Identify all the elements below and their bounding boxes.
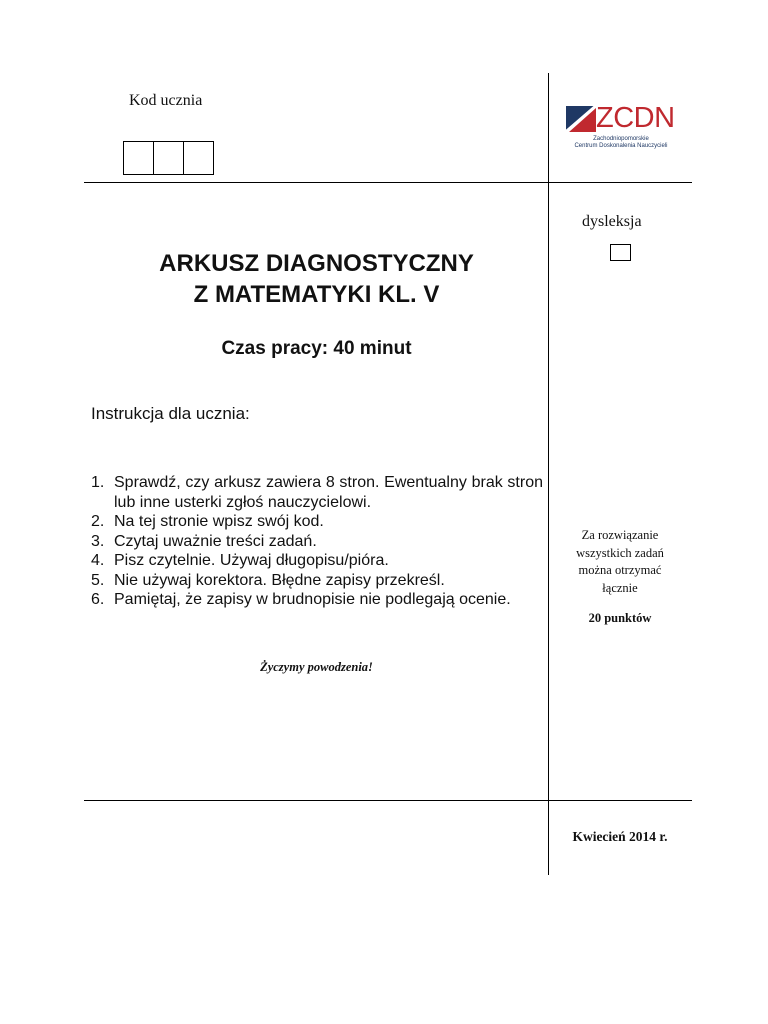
good-luck-message: Życzymy powodzenia! [260, 660, 373, 674]
page-title-line-2: Z MATEMATYKI KL. V [193, 281, 440, 308]
instruction-text: Czytaj uważnie treści zadań. [114, 532, 317, 550]
page-title [84, 248, 549, 310]
student-code-boxes [123, 141, 214, 175]
exam-date: Kwiecień 2014 r. [572, 829, 668, 844]
instructions-list [91, 473, 543, 610]
time-limit: Czas pracy: 40 minut [221, 338, 412, 359]
instruction-number: 3. [91, 532, 105, 550]
student-code-box-3[interactable] [183, 141, 214, 175]
page-title-line-1: ARKUSZ DIAGNOSTYCZNY [159, 250, 474, 277]
points-info-line-2: wszystkich zadań [576, 545, 664, 560]
zcdn-logo-subtitle [566, 136, 676, 150]
instruction-text: Pamiętaj, że zapisy w brudnopisie nie podlegają ocenie. [114, 591, 511, 608]
zcdn-logo-subtitle-line-2: Centrum Doskonalenia Nauczycieli [574, 143, 668, 149]
instruction-text: Nie używaj korektora. Błędne zapisy przekreśl. [114, 571, 445, 589]
instructions-heading: Instrukcja dla ucznia: [91, 404, 250, 423]
instruction-number: 4. [91, 552, 105, 569]
instruction-item [91, 532, 543, 552]
student-code-box-1[interactable] [123, 141, 154, 175]
instruction-number: 5. [91, 571, 105, 589]
instruction-text: Sprawdź, czy arkusz zawiera 8 stron. Ewentualny brak stron lub inne usterki zgłoś nauczycielowi. [114, 474, 543, 511]
points-info [556, 527, 684, 597]
points-info-line-4: łącznie [602, 580, 638, 595]
instruction-number: 1. [91, 474, 105, 491]
instruction-item [91, 571, 543, 591]
instruction-item [91, 590, 543, 610]
instruction-item [91, 551, 543, 571]
instruction-number: 2. [91, 513, 105, 530]
points-total: 20 punktów [588, 611, 652, 625]
instruction-item [91, 473, 543, 512]
footer-divider [84, 800, 692, 801]
zcdn-logo-mark [566, 106, 596, 132]
column-divider [548, 73, 549, 875]
instruction-text: Na tej stronie wpisz swój kod. [114, 513, 324, 530]
dyslexia-label: dysleksja [582, 213, 642, 230]
instruction-number: 6. [91, 591, 105, 608]
instruction-text: Pisz czytelnie. Używaj długopisu/pióra. [114, 552, 389, 569]
instruction-item [91, 512, 543, 532]
student-code-box-2[interactable] [153, 141, 184, 175]
zcdn-logo-text: ZCDN [596, 102, 675, 134]
student-code-label: Kod ucznia [129, 92, 203, 109]
header-divider [84, 182, 692, 183]
zcdn-logo [566, 102, 676, 156]
points-info-line-3: można otrzymać [578, 563, 662, 577]
points-info-line-1: Za rozwiązanie [581, 528, 659, 542]
dyslexia-checkbox[interactable] [610, 244, 631, 261]
zcdn-logo-subtitle-line-1: Zachodniopomorskie [593, 136, 649, 142]
